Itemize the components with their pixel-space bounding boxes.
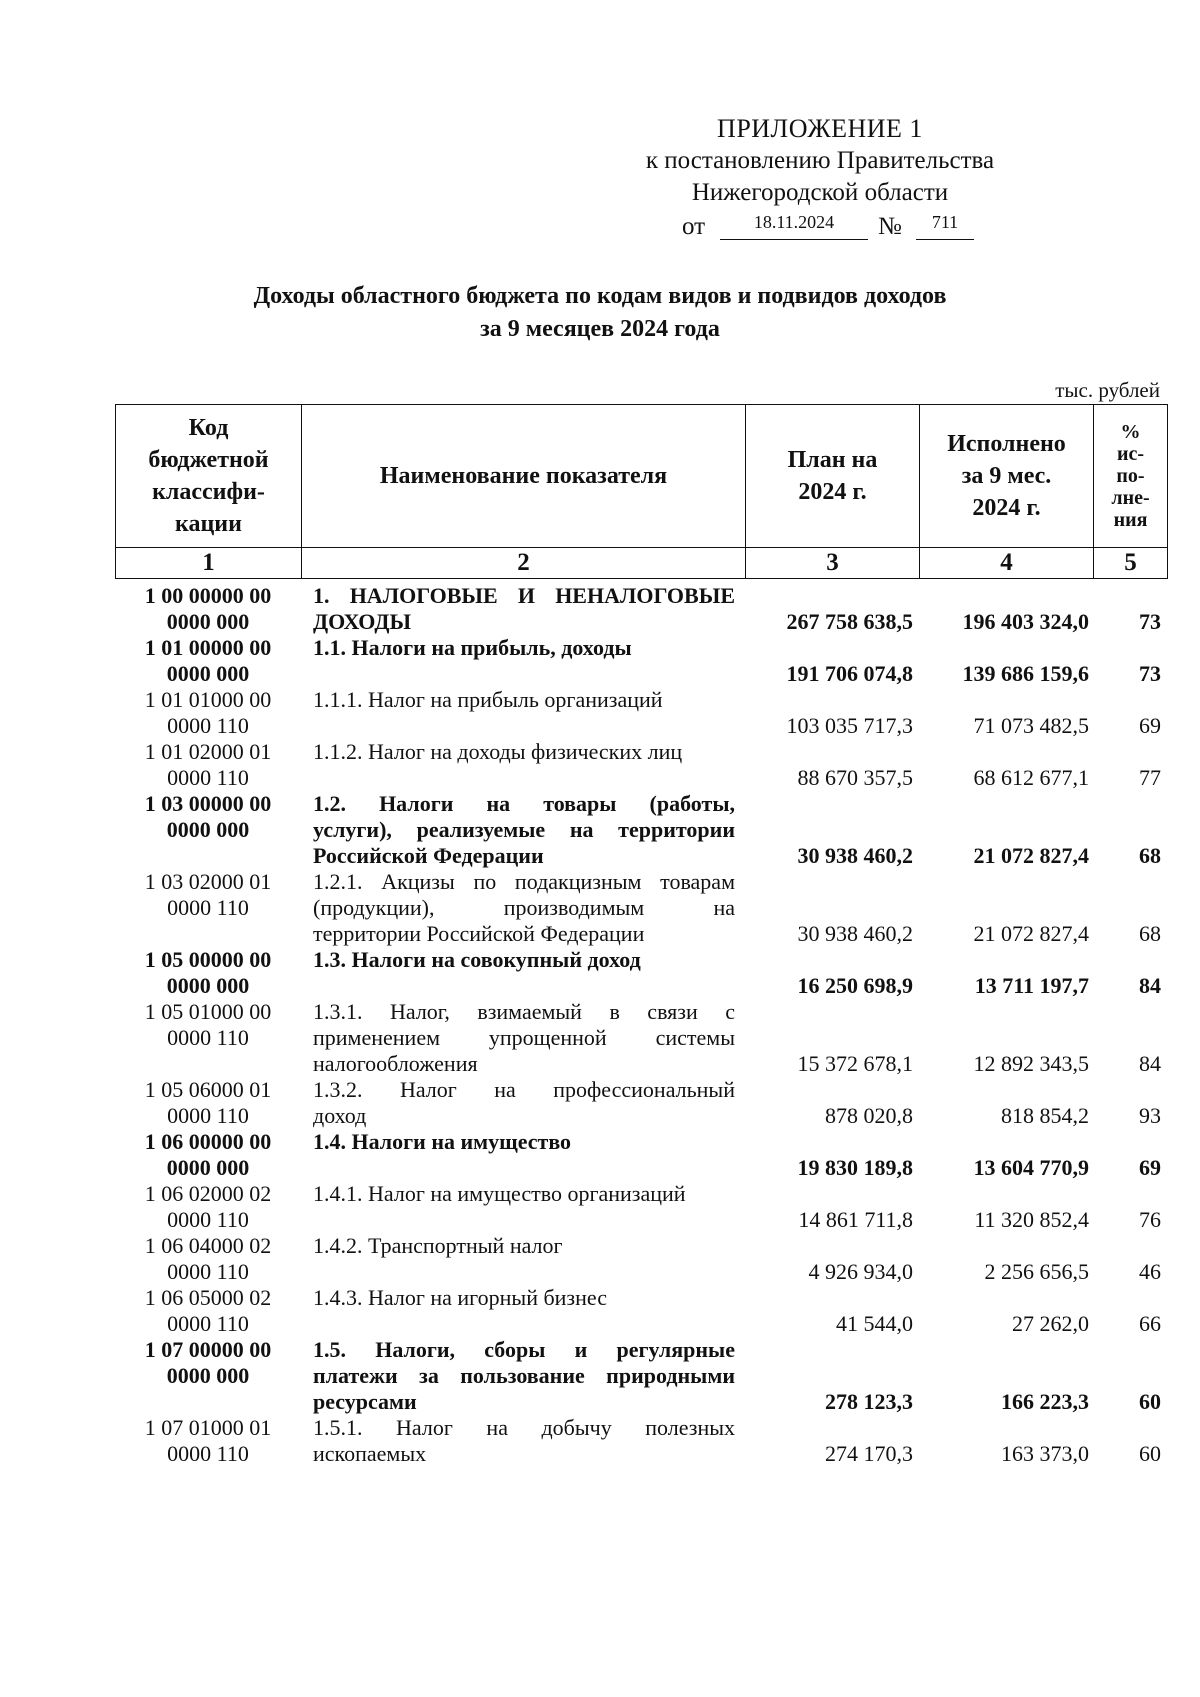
row-exec: 13 604 770,9 — [973, 1155, 1089, 1180]
row-code-line: 1 06 04000 02 — [144, 1233, 272, 1258]
number-label: № — [878, 213, 902, 240]
table-row — [115, 1337, 1167, 1415]
row-code — [115, 687, 301, 739]
table-row — [115, 635, 1167, 687]
row-pct: 46 — [1139, 1259, 1161, 1284]
row-exec: 2 256 656,5 — [984, 1259, 1089, 1284]
row-name-line: применением упрощенной системы — [313, 1025, 735, 1050]
row-code-line: 1 07 00000 00 — [144, 1337, 272, 1362]
row-exec: 13 711 197,7 — [974, 973, 1089, 998]
header-code-line: бюджетной — [148, 447, 269, 473]
row-name-line: 1.1.1. Налог на прибыль организаций — [313, 687, 663, 712]
row-name — [313, 1129, 735, 1155]
row-code-line: 1 01 01000 00 — [144, 687, 272, 712]
row-plan: 30 938 460,2 — [797, 843, 913, 868]
row-plan: 41 544,0 — [836, 1311, 913, 1336]
row-pct: 84 — [1139, 973, 1161, 998]
table-row — [115, 1285, 1167, 1337]
row-name-line: ДОХОДЫ — [313, 609, 412, 634]
date-label: от — [682, 213, 706, 240]
row-name-line: 1.4.1. Налог на имущество организаций — [313, 1181, 686, 1206]
row-name-line: ресурсами — [313, 1389, 417, 1414]
header-pct-line: лне- — [1111, 487, 1150, 509]
row-pct: 73 — [1139, 609, 1161, 634]
number-field: 711 — [916, 209, 974, 240]
row-name-line: услуги), реализуемые на территории — [313, 817, 735, 842]
row-code — [115, 947, 301, 999]
row-code — [115, 739, 301, 791]
table-row — [115, 687, 1167, 739]
header-pct-line: ния — [1113, 509, 1148, 531]
header-name: Наименование показателя — [302, 405, 746, 548]
row-code — [115, 869, 301, 921]
row-code-line: 0000 110 — [167, 1207, 249, 1232]
row-name-line: 1.2. Налоги на товары (работы, — [313, 791, 735, 816]
appendix-title: ПРИЛОЖЕНИЕ 1 — [717, 114, 923, 143]
header-plan — [746, 405, 920, 548]
row-name-line: 1.3. Налоги на совокупный доход — [313, 947, 641, 972]
row-code-line: 1 05 00000 00 — [144, 947, 272, 972]
row-name-line: платежи за пользование природными — [313, 1363, 735, 1388]
header-pct — [1094, 405, 1168, 548]
row-exec: 166 223,3 — [1001, 1389, 1089, 1414]
row-code — [115, 635, 301, 687]
table-body — [115, 583, 1167, 1467]
row-name-line: территории Российской Федерации — [313, 921, 645, 946]
row-code-line: 0000 000 — [166, 1155, 250, 1180]
header-exec-line: за 9 мес. — [961, 463, 1052, 489]
row-code — [115, 1181, 301, 1233]
appendix-line-1: к постановлению Правительства — [645, 147, 995, 174]
row-code — [115, 1233, 301, 1285]
date-field: 18.11.2024 — [720, 209, 868, 240]
row-code-line: 0000 110 — [167, 1311, 249, 1336]
header-code-line: кации — [175, 511, 242, 537]
row-code-line: 0000 000 — [166, 1363, 250, 1388]
col-number-3: 3 — [746, 548, 920, 579]
row-exec: 68 612 677,1 — [973, 765, 1089, 790]
row-code-line: 0000 000 — [166, 817, 250, 842]
row-pct: 77 — [1139, 765, 1161, 790]
row-name — [313, 583, 735, 635]
row-name — [313, 739, 735, 765]
row-exec: 71 073 482,5 — [973, 713, 1089, 738]
row-plan: 191 706 074,8 — [786, 661, 913, 686]
row-code-line: 0000 110 — [167, 713, 249, 738]
row-name-line: 1.1.2. Налог на доходы физических лиц — [313, 739, 683, 764]
table-row — [115, 1415, 1167, 1467]
row-name-line: 1.5. Налоги, сборы и регулярные — [313, 1337, 735, 1362]
header-exec-line: 2024 г. — [972, 495, 1041, 521]
header-code-line: классифи- — [152, 479, 265, 505]
header-pct-line: ис- — [1116, 443, 1145, 465]
row-code-line: 0000 000 — [166, 973, 250, 998]
row-pct: 60 — [1139, 1389, 1161, 1414]
row-name-line: доход — [313, 1103, 367, 1128]
row-code-line: 0000 110 — [167, 1103, 249, 1128]
row-code-line: 0000 110 — [167, 1441, 249, 1466]
row-code — [115, 1129, 301, 1181]
row-name — [313, 1285, 735, 1311]
row-name-line: налогообложения — [313, 1051, 478, 1076]
appendix-header — [600, 113, 1040, 243]
row-pct: 93 — [1139, 1103, 1161, 1128]
appendix-reference — [600, 209, 1040, 243]
row-plan: 16 250 698,9 — [797, 973, 913, 998]
row-name-line: ископаемых — [313, 1441, 427, 1466]
row-plan: 267 758 638,5 — [786, 609, 913, 634]
row-name-line: 1. НАЛОГОВЫЕ И НЕНАЛОГОВЫЕ — [313, 583, 735, 608]
row-name-line: 1.2.1. Акцизы по подакцизным товарам — [313, 869, 735, 894]
table-row — [115, 583, 1167, 635]
row-exec: 12 892 343,5 — [973, 1051, 1089, 1076]
row-code-line: 1 03 02000 01 — [144, 869, 272, 894]
row-code-line: 0000 110 — [167, 895, 249, 920]
row-plan: 274 170,3 — [825, 1441, 913, 1466]
row-code-line: 0000 000 — [166, 661, 250, 686]
table-row — [115, 999, 1167, 1077]
header-plan-line: 2024 г. — [798, 479, 867, 505]
row-exec: 21 072 827,4 — [973, 921, 1089, 946]
table-row — [115, 947, 1167, 999]
row-name — [313, 687, 735, 713]
header-pct-line: % — [1120, 421, 1141, 443]
row-name-line: Российской Федерации — [313, 843, 544, 868]
document-title-line-1: Доходы областного бюджета по кодам видов и подвидов доходов — [253, 283, 947, 309]
row-code-line: 1 05 01000 00 — [144, 999, 272, 1024]
row-pct: 68 — [1139, 843, 1161, 868]
row-code-line: 0000 110 — [167, 1025, 249, 1050]
table-header — [115, 404, 1167, 580]
header-exec-line: Исполнено — [947, 431, 1066, 457]
table-row — [115, 791, 1167, 869]
row-name — [313, 947, 735, 973]
row-code-line: 0000 110 — [167, 765, 249, 790]
table-row — [115, 1181, 1167, 1233]
table-row — [115, 1077, 1167, 1129]
row-name — [313, 999, 735, 1077]
row-code-line: 1 06 05000 02 — [144, 1285, 272, 1310]
row-pct: 84 — [1139, 1051, 1161, 1076]
col-number-1: 1 — [116, 548, 302, 579]
row-plan: 30 938 460,2 — [797, 921, 913, 946]
document-title — [100, 280, 1100, 346]
header-code-line: Код — [188, 415, 229, 441]
row-exec: 196 403 324,0 — [962, 609, 1089, 634]
units-label: тыс. рублей — [1055, 378, 1160, 402]
row-exec: 139 686 159,6 — [962, 661, 1089, 686]
col-number-4: 4 — [920, 548, 1094, 579]
row-code — [115, 999, 301, 1051]
row-pct: 66 — [1139, 1311, 1161, 1336]
row-code — [115, 1415, 301, 1467]
row-name-line: 1.1. Налоги на прибыль, доходы — [313, 635, 632, 660]
row-name-line: 1.4. Налоги на имущество — [313, 1129, 572, 1154]
header-pct-line: по- — [1116, 465, 1145, 487]
row-plan: 278 123,3 — [825, 1389, 913, 1414]
row-exec: 11 320 852,4 — [974, 1207, 1089, 1232]
row-exec: 818 854,2 — [1001, 1103, 1089, 1128]
row-pct: 69 — [1139, 713, 1161, 738]
row-code-line: 1 01 02000 01 — [144, 739, 272, 764]
document-title-line-2: за 9 месяцев 2024 года — [480, 316, 720, 342]
row-name — [313, 791, 735, 869]
header-exec — [920, 405, 1094, 548]
col-number-5: 5 — [1094, 548, 1168, 579]
row-pct: 76 — [1139, 1207, 1161, 1232]
row-code — [115, 1077, 301, 1129]
row-code-line: 1 06 02000 02 — [144, 1181, 272, 1206]
row-pct: 68 — [1139, 921, 1161, 946]
row-code — [115, 791, 301, 843]
row-code-line: 1 03 00000 00 — [144, 791, 272, 816]
row-code-line: 1 07 01000 01 — [144, 1415, 272, 1440]
header-plan-line: План на — [787, 447, 878, 473]
row-exec: 21 072 827,4 — [973, 843, 1089, 868]
row-pct: 60 — [1139, 1441, 1161, 1466]
row-pct: 69 — [1139, 1155, 1161, 1180]
row-code-line: 0000 110 — [167, 1259, 249, 1284]
row-name — [313, 1181, 735, 1207]
row-name-line: 1.4.3. Налог на игорный бизнес — [313, 1285, 607, 1310]
header-code — [116, 405, 302, 548]
row-name — [313, 1337, 735, 1415]
row-name — [313, 869, 735, 947]
row-pct: 73 — [1139, 661, 1161, 686]
row-plan: 878 020,8 — [825, 1103, 913, 1128]
row-name — [313, 635, 735, 661]
row-exec: 27 262,0 — [1012, 1311, 1089, 1336]
row-code — [115, 583, 301, 635]
row-name-line: 1.4.2. Транспортный налог — [313, 1233, 563, 1258]
row-code-line: 1 05 06000 01 — [144, 1077, 272, 1102]
row-code-line: 0000 000 — [166, 609, 250, 634]
row-plan: 14 861 711,8 — [798, 1207, 913, 1232]
row-name — [313, 1233, 735, 1259]
col-number-2: 2 — [302, 548, 746, 579]
row-plan: 88 670 357,5 — [797, 765, 913, 790]
table-row — [115, 1129, 1167, 1181]
row-name-line: 1.3.1. Налог, взимаемый в связи с — [313, 999, 735, 1024]
row-name-line: (продукции), производимым на — [313, 895, 735, 920]
row-code-line: 1 00 00000 00 — [144, 583, 272, 608]
row-name-line: 1.5.1. Налог на добычу полезных — [313, 1415, 735, 1440]
row-exec: 163 373,0 — [1001, 1441, 1089, 1466]
table-row — [115, 739, 1167, 791]
table-row — [115, 869, 1167, 947]
row-plan: 15 372 678,1 — [797, 1051, 913, 1076]
row-name-line: 1.3.2. Налог на профессиональный — [313, 1077, 735, 1102]
row-name — [313, 1415, 735, 1467]
row-plan: 103 035 717,3 — [786, 713, 913, 738]
row-code-line: 1 01 00000 00 — [144, 635, 272, 660]
row-code — [115, 1285, 301, 1337]
row-code — [115, 1337, 301, 1389]
row-name — [313, 1077, 735, 1129]
appendix-line-2: Нижегородской области — [691, 179, 949, 206]
row-plan: 4 926 934,0 — [808, 1259, 913, 1284]
row-plan: 19 830 189,8 — [797, 1155, 913, 1180]
row-code-line: 1 06 00000 00 — [144, 1129, 272, 1154]
table-row — [115, 1233, 1167, 1285]
